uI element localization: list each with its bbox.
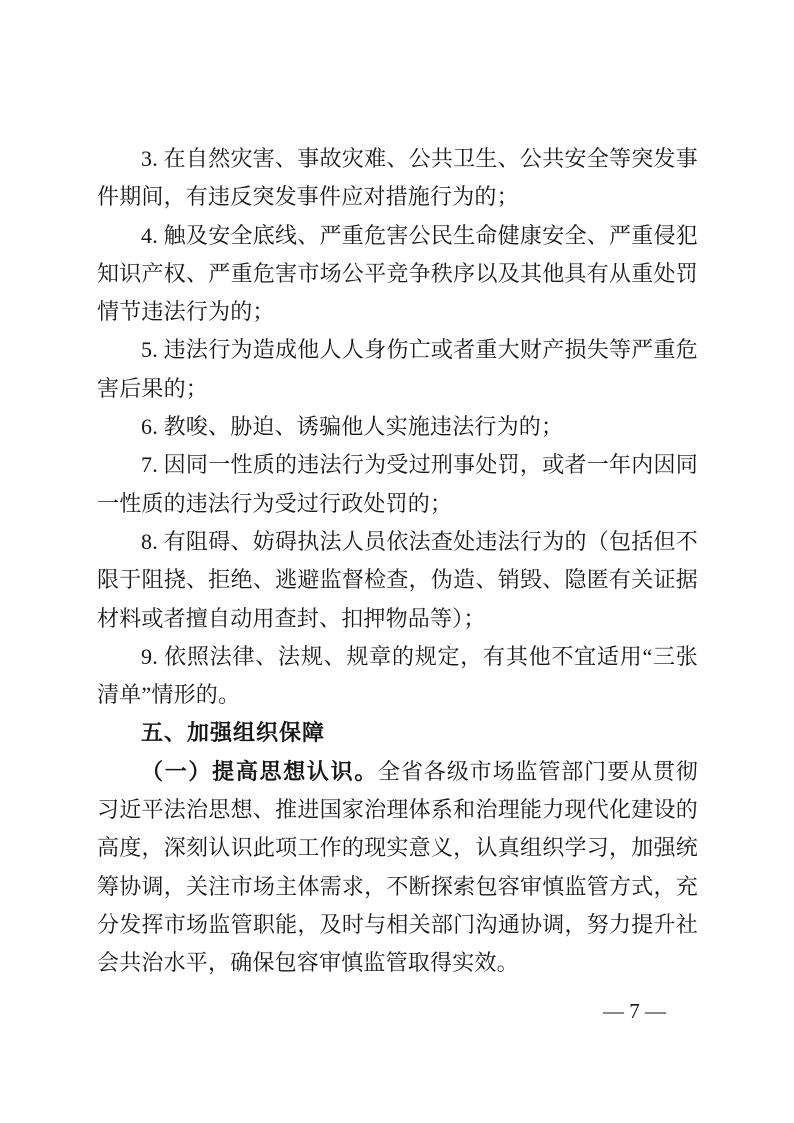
section-heading: 五、加强组织保障 [141,720,326,746]
list-item-9: 9. 依照法律、法规、规章的规定，有其他不宜适用“三张清单”情形的。 [97,643,698,708]
document-body [97,140,698,983]
list-item-6: 6. 教唆、胁迫、诱骗他人实施违法行为的； [141,414,564,440]
paragraph-lead: （一）提高思想认识。 [141,758,379,784]
list-item-7: 7. 因同一性质的违法行为受过刑事处罚，或者一年内因同一性质的违法行为受过行政处罚的； [97,452,698,516]
page-number: — 7 — [603,999,666,1023]
paragraph-text: 全省各级市场监管部门要从贯彻习近平法治思想、推进国家治理体系和治理能力现代化建设的高度，深刻认识此项工作的现实意义，认真组织学习，加强统筹协调，关注市场主体需求，不断探索包容审慎监管方式，充分发挥市场监管职能，及时与相关部门沟通协调，努力提升社会共治水平，确保包容审慎监管取得实效。 [97,758,698,976]
list-item-3: 3. 在自然灾害、事故灾难、公共卫生、公共安全等突发事件期间，有违反突发事件应对措施行为的； [97,146,698,210]
list-item-8: 8. 有阻碍、妨碍执法人员依法查处违法行为的（包括但不限于阻挠、拒绝、逃避监督检查，伪造、销毁、隐匿有关证据材料或者擅自动用查封、扣押物品等）； [97,528,698,631]
paragraph-thought-awareness [97,753,698,983]
list-item-5: 5. 违法行为造成他人人身伤亡或者重大财产损失等严重危害后果的； [97,337,698,401]
list-item-4: 4. 触及安全底线、严重危害公民生命健康安全、严重侵犯知识产权、严重危害市场公平竞争秩序以及其他具有从重处罚情节违法行为的； [97,222,698,325]
